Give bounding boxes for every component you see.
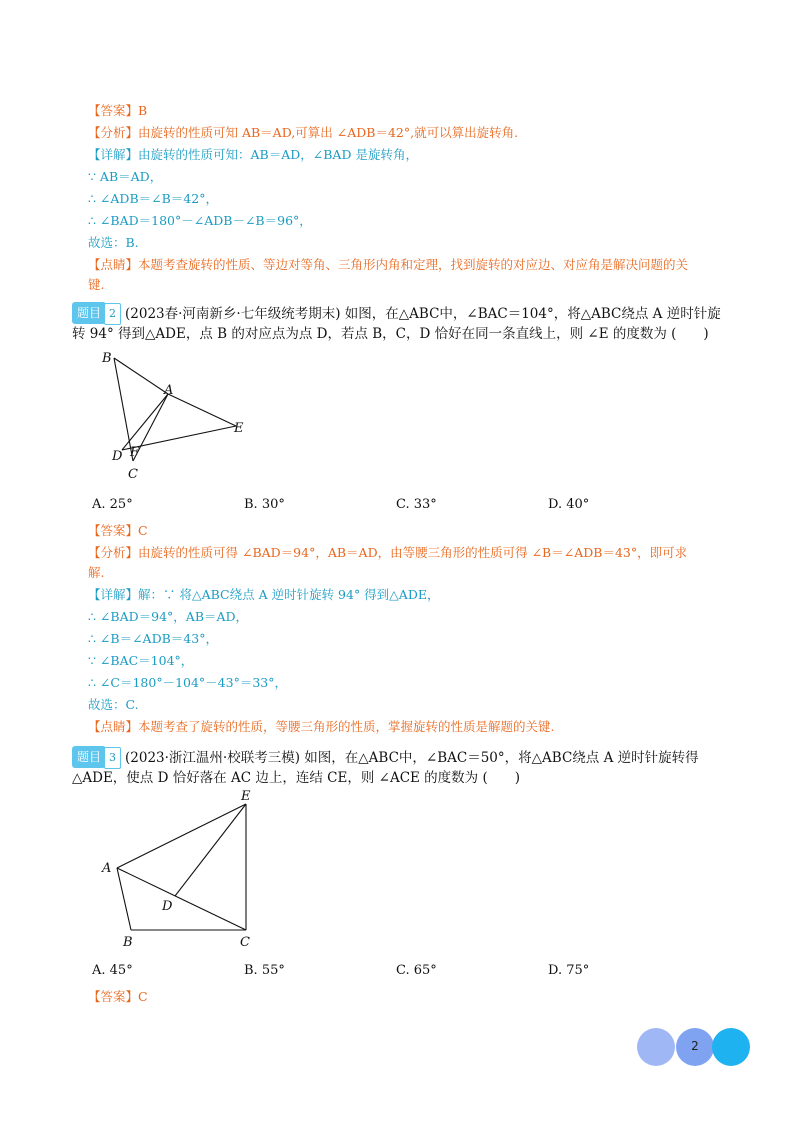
- solution-step: ∵ AB＝AD，: [88, 169, 163, 184]
- label-d: D: [112, 449, 123, 464]
- label-e: E: [234, 421, 244, 436]
- option-a[interactable]: A. 25°: [92, 497, 133, 512]
- option-b[interactable]: B. 55°: [244, 963, 285, 978]
- answer-line: 【答案】B: [88, 103, 148, 118]
- label-b: B: [102, 351, 112, 366]
- analysis-line: 【分析】由旋转的性质可知 AB＝AD,可算出 ∠ADB＝42°,就可以算出旋转角.: [88, 125, 519, 140]
- comment-line: 【点睛】本题考查了旋转的性质，等腰三角形的性质，掌握旋转的性质是解题的关键.: [88, 719, 555, 734]
- label-d: D: [162, 899, 173, 914]
- label-e: E: [241, 789, 251, 804]
- question-3-line2: △ADE，使点 D 恰好落在 AC 边上，连结 CE，则 ∠ACE 的度数为 ( ): [72, 770, 521, 786]
- option-d[interactable]: D. 40°: [548, 497, 590, 512]
- question-3-figure: [98, 788, 268, 952]
- option-c[interactable]: C. 33°: [396, 497, 437, 512]
- question-badge: 题目: [72, 746, 106, 768]
- option-b[interactable]: B. 30°: [244, 497, 285, 512]
- page-number: 2: [691, 1039, 699, 1053]
- answer-line: 【答案】C: [88, 523, 148, 538]
- solution-step: ∴ ∠ADB＝∠B＝42°，: [88, 191, 218, 206]
- question-2-line2: 转 94° 得到△ADE，点 B 的对应点为点 D，若点 B，C，D 恰好在同一条直线上，则 ∠E 的度数为 ( ): [72, 326, 709, 342]
- comment-line: 键.: [88, 277, 105, 292]
- question-2-figure: [100, 348, 280, 488]
- solution-step: 故选：B.: [88, 235, 139, 250]
- label-a: A: [164, 383, 174, 398]
- solution-step: 故选：C.: [88, 697, 139, 712]
- solution-step: ∴ ∠B＝∠ADB＝43°，: [88, 631, 218, 646]
- question-text: (2023·浙江温州·校联考三模) 如图，在△ABC中，∠BAC＝50°，将△ABC绕点 A 逆时针旋转得: [125, 750, 699, 766]
- solution-step: ∴ ∠BAD＝94°，AB＝AD，: [88, 609, 249, 624]
- label-f: F: [130, 445, 140, 460]
- answer-line: 【答案】C: [88, 989, 148, 1004]
- option-c[interactable]: C. 65°: [396, 963, 437, 978]
- detail-line: 【详解】由旋转的性质可知：AB＝AD，∠BAD 是旋转角，: [88, 147, 418, 162]
- question-3-line1: [72, 746, 699, 769]
- analysis-line: 解.: [88, 565, 105, 580]
- detail-line: 【详解】解：∵ 将△ABC绕点 A 逆时针旋转 94° 得到△ADE，: [88, 587, 440, 602]
- question-badge: 题目: [72, 302, 106, 324]
- question-number: 2: [104, 303, 121, 325]
- option-a[interactable]: A. 45°: [92, 963, 133, 978]
- label-c: C: [240, 935, 250, 950]
- option-d[interactable]: D. 75°: [548, 963, 590, 978]
- solution-step: ∵ ∠BAC＝104°，: [88, 653, 194, 668]
- label-c: C: [128, 467, 138, 482]
- solution-step: ∴ ∠C＝180°－104°－43°＝33°，: [88, 675, 287, 690]
- label-b: B: [123, 935, 133, 950]
- label-a: A: [102, 861, 112, 876]
- question-2-line1: [72, 302, 721, 325]
- comment-line: 【点睛】本题考查旋转的性质、等边对等角、三角形内角和定理，找到旋转的对应边、对应角是解决问题的关: [88, 257, 689, 272]
- solution-step: ∴ ∠BAD＝180°－∠ADB－∠B＝96°，: [88, 213, 312, 228]
- analysis-line: 【分析】由旋转的性质可得 ∠BAD＝94°，AB＝AD，由等腰三角形的性质可得 ∠B＝∠ADB＝43°，即可求: [88, 545, 688, 560]
- question-text: (2023春·河南新乡·七年级统考期末) 如图，在△ABC中，∠BAC＝104°，将△ABC绕点 A 逆时针旋: [125, 306, 721, 322]
- question-number: 3: [104, 747, 121, 769]
